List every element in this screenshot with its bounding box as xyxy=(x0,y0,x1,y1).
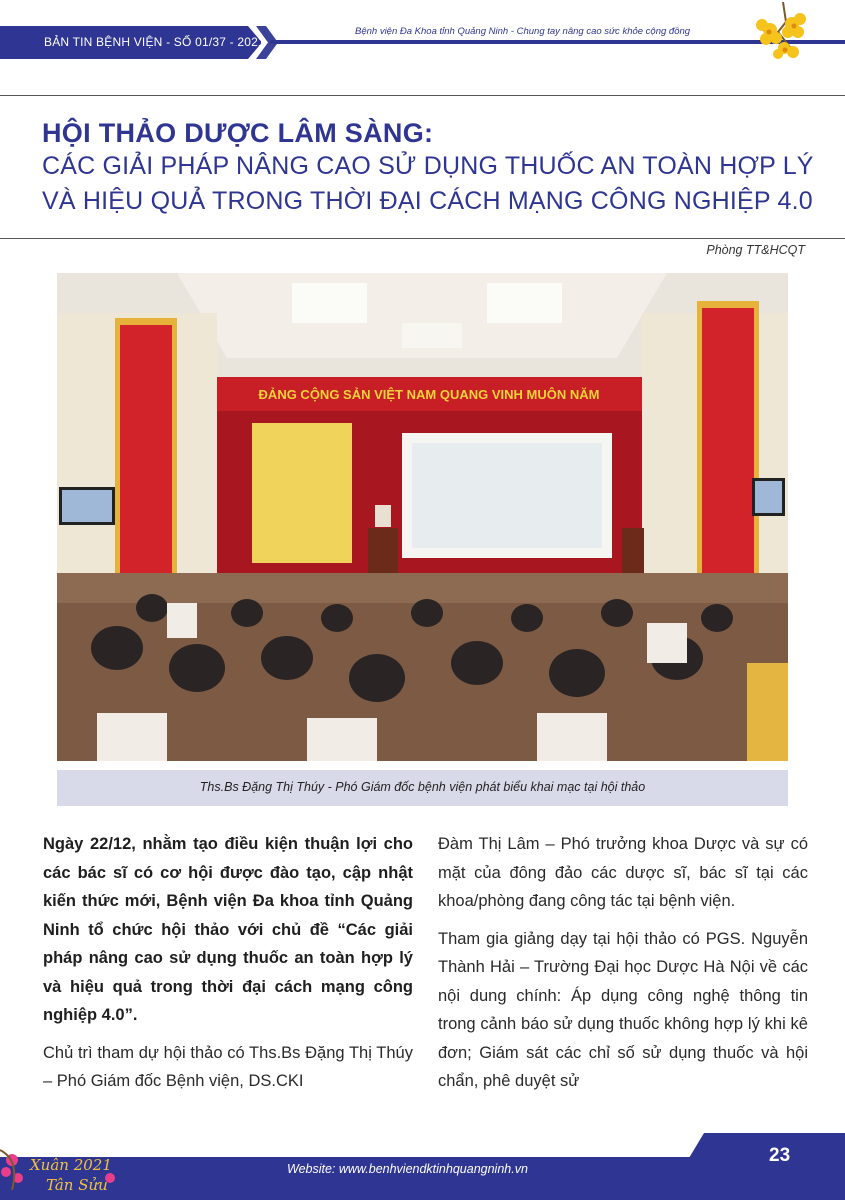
apricot-flower-icon xyxy=(748,2,818,62)
hall-banner-text: ĐẢNG CỘNG SẢN VIỆT NAM QUANG VINH MUÔN NĂM xyxy=(258,387,600,402)
title-top-rule xyxy=(0,95,845,96)
article-byline: Phòng TT&HCQT xyxy=(706,243,805,257)
footer-website: Website: www.benhviendktinhquangninh.vn xyxy=(287,1162,528,1176)
title-bottom-rule xyxy=(0,238,845,239)
page-number: 23 xyxy=(769,1145,791,1166)
body-column-right xyxy=(438,830,808,1105)
paragraph-2-end: Đàm Thị Lâm – Phó trưởng khoa Dược và sự có mặt của đông đảo các dược sĩ, bác sĩ tại các khoa/phòng đang công tác tại bệnh viện. xyxy=(438,835,808,910)
conference-hall-photo xyxy=(57,273,788,761)
body-column-left xyxy=(43,830,413,1105)
photo-caption: Ths.Bs Đặng Thị Thúy - Phó Giám đốc bệnh viện phát biểu khai mạc tại hội thảo xyxy=(199,780,646,794)
badge-line2: Tân Sửu xyxy=(46,1176,108,1194)
badge-line1: Xuân 2021 xyxy=(30,1156,112,1174)
article-title-line1: HỘI THẢO DƯỢC LÂM SÀNG: xyxy=(42,118,434,148)
photo-caption-box xyxy=(57,770,788,806)
spring-badge-logo xyxy=(0,1130,130,1200)
article-title-line2: CÁC GIẢI PHÁP NÂNG CAO SỬ DỤNG THUỐC AN TOÀN HỢP LÝ xyxy=(42,152,814,180)
paragraph-3: Tham gia giảng dạy tại hội thảo có PGS. Nguyễn Thành Hải – Trường Đại học Dược Hà Nội về các nội dung chính: Áp dụng công nghệ thông tin trong cảnh báo sử dụng thuốc không hợp lý khi kê đơn; Giám sát các chỉ số sử dụng thuốc và hội chẩn, phê duyệt sử xyxy=(438,929,808,1090)
article-title-line3: VÀ HIỆU QUẢ TRONG THỜI ĐẠI CÁCH MẠNG CÔNG NGHIỆP 4.0 xyxy=(42,187,813,215)
header-issue-label: BẢN TIN BỆNH VIỆN - SỐ 01/37 - 2021 xyxy=(44,35,265,49)
paragraph-2-start: Chủ trì tham dự hội thảo có Ths.Bs Đặng Thị Thúy – Phó Giám đốc Bệnh viện, DS.CKI xyxy=(43,1043,413,1090)
header-slogan: Bệnh viện Đa Khoa tỉnh Quảng Ninh - Chung tay nâng cao sức khỏe cộng đồng xyxy=(355,26,691,37)
lead-paragraph: Ngày 22/12, nhằm tạo điều kiện thuận lợi cho các bác sĩ có cơ hội được đào tạo, cập nhật kiến thức mới, Bệnh viện Đa khoa tỉnh Quảng Ninh tổ chức hội thảo với chủ đề “Các giải pháp nâng cao sử dụng thuốc an toàn hợp lý và hiệu quả trong thời đại cách mạng công nghiệp 4.0”. xyxy=(43,835,413,1024)
